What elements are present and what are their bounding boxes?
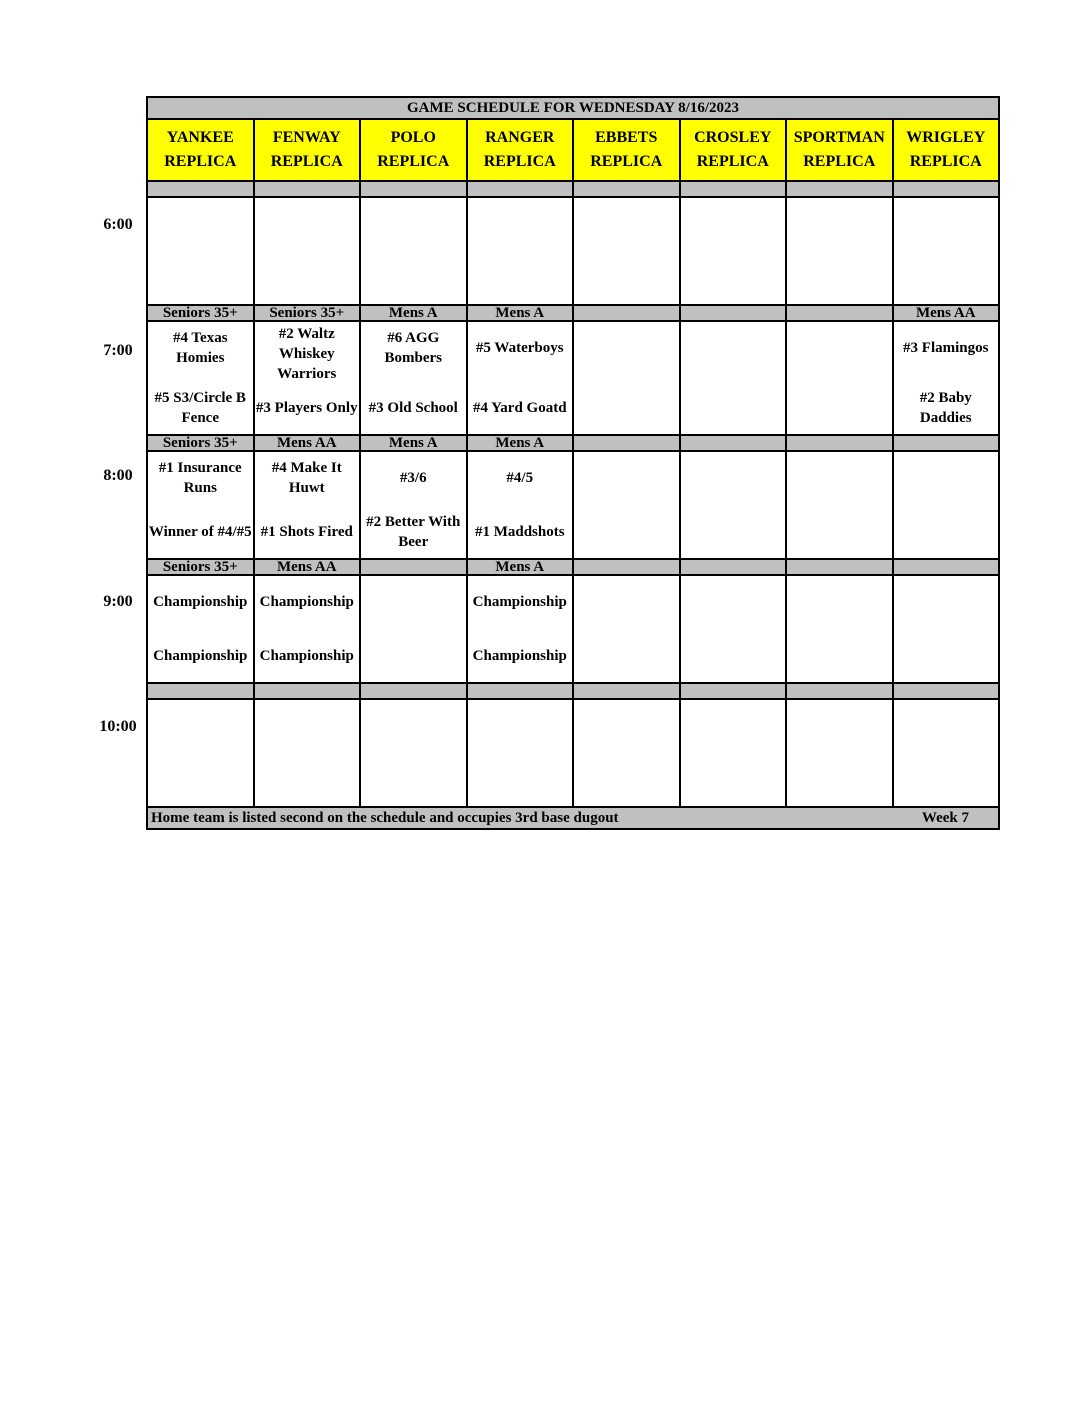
game-cell [786,575,893,683]
field-header [254,119,361,181]
game-cell [254,575,361,683]
game-cell [893,321,1000,435]
game-cell [147,197,254,305]
division-label: Seniors 35+ [147,435,254,451]
division-label [680,305,787,321]
division-label: Mens A [360,305,467,321]
home-team: #3 Old School [368,400,458,416]
game-cell [254,197,361,305]
game-cell [573,699,680,807]
division-label [573,181,680,197]
field-type: REPLICA [377,153,450,170]
division-label [573,559,680,575]
game-cell [467,699,574,807]
field-type: REPLICA [270,153,343,170]
field-type: REPLICA [483,153,556,170]
division-label [786,305,893,321]
game-cell [360,451,467,559]
division-label: Seniors 35+ [254,305,361,321]
field-type: REPLICA [590,153,663,170]
game-cell [254,321,361,435]
game-cell [893,575,1000,683]
field-name: WRIGLEY [906,129,986,146]
division-label [147,181,254,197]
schedule-footer [147,807,999,829]
field-type: REPLICA [164,153,237,170]
field-name: RANGER [485,129,555,146]
away-team: #4/5 [506,470,534,486]
division-label [573,435,680,451]
field-header [573,119,680,181]
division-label: Seniors 35+ [147,559,254,575]
division-label [680,435,787,451]
away-team: #5 Waterboys [475,340,564,356]
game-cell [573,197,680,305]
division-label: Mens A [360,435,467,451]
field-header [360,119,467,181]
division-label [893,559,1000,575]
field-header [786,119,893,181]
game-cell [147,699,254,807]
home-team: #3 Players Only [255,400,358,416]
field-name: EBBETS [595,129,658,146]
division-label [360,683,467,699]
home-team: #2 Baby Daddies [919,390,972,426]
game-cell [893,197,1000,305]
home-team: #1 Shots Fired [260,524,353,540]
division-label [573,305,680,321]
division-label: Seniors 35+ [147,305,254,321]
away-team: #3/6 [399,470,427,486]
division-label [360,559,467,575]
home-team: Championship [259,648,354,664]
game-cell [893,451,1000,559]
time-label: 6:00 [103,216,133,233]
game-cell [254,451,361,559]
field-header [893,119,1000,181]
division-label: Mens A [467,305,574,321]
game-cell [786,321,893,435]
game-cell [680,197,787,305]
time-label: 9:00 [103,593,133,610]
division-label [573,683,680,699]
division-label [680,181,787,197]
field-type: REPLICA [909,153,982,170]
field-type: REPLICA [803,153,876,170]
schedule-title: GAME SCHEDULE FOR WEDNESDAY 8/16/2023 [147,97,999,119]
game-cell [573,575,680,683]
game-cell [786,699,893,807]
game-cell [786,451,893,559]
field-header [467,119,574,181]
game-cell [467,575,574,683]
division-label [254,181,361,197]
home-team: #2 Better With Beer [366,514,461,550]
game-cell [680,575,787,683]
game-cell [680,321,787,435]
division-label [680,683,787,699]
away-team: Championship [472,594,567,610]
footer-note: Home team is listed second on the schedule and occupies 3rd base dugout [151,810,619,826]
division-label [786,559,893,575]
field-header [147,119,254,181]
division-label: Mens AA [254,435,361,451]
home-team: Championship [153,648,248,664]
home-team: #4 Yard Goatd [472,400,567,416]
home-team: #5 S3/Circle B Fence [154,390,246,426]
division-label: Mens A [467,435,574,451]
division-label [893,435,1000,451]
game-cell [360,321,467,435]
game-cell [467,321,574,435]
away-team: #4 Make It Huwt [271,460,342,496]
schedule-table [146,96,1000,830]
game-cell [254,699,361,807]
division-label [467,683,574,699]
away-team: Championship [259,594,354,610]
game-cell [360,197,467,305]
game-cell [147,451,254,559]
game-cell [573,451,680,559]
division-label [893,683,1000,699]
field-header [680,119,787,181]
game-cell [360,575,467,683]
field-name: FENWAY [272,129,341,146]
division-label [786,435,893,451]
home-team: Championship [472,648,567,664]
time-label: 7:00 [103,342,133,359]
game-cell [467,197,574,305]
game-cell [147,321,254,435]
away-team: #6 AGG Bombers [384,330,442,366]
field-name: POLO [390,129,436,146]
away-team: #4 Texas Homies [172,330,228,366]
time-label: 10:00 [99,718,137,735]
game-cell [573,321,680,435]
away-team: Championship [153,594,248,610]
division-label [893,181,1000,197]
division-label [360,181,467,197]
game-cell [147,575,254,683]
game-cell [467,451,574,559]
game-cell [360,699,467,807]
division-label [680,559,787,575]
division-label [254,683,361,699]
field-name: CROSLEY [694,129,772,146]
away-team: #1 Insurance Runs [158,460,242,496]
game-cell [893,699,1000,807]
division-label: Mens A [467,559,574,575]
field-type: REPLICA [696,153,769,170]
division-label [786,181,893,197]
away-team: #3 Flamingos [903,340,989,356]
game-cell [786,197,893,305]
division-label [786,683,893,699]
home-team: Winner of #4/#5 [148,524,252,540]
game-cell [680,451,787,559]
home-team: #1 Maddshots [474,524,565,540]
division-label [467,181,574,197]
game-cell [680,699,787,807]
division-label: Mens AA [893,305,1000,321]
week-label: Week 7 [921,810,969,826]
field-name: YANKEE [166,129,234,146]
division-label [147,683,254,699]
away-team: #2 Waltz Whiskey Warriors [277,326,337,382]
division-label: Mens AA [254,559,361,575]
time-label: 8:00 [103,467,133,484]
field-name: SPORTMAN [793,129,885,146]
